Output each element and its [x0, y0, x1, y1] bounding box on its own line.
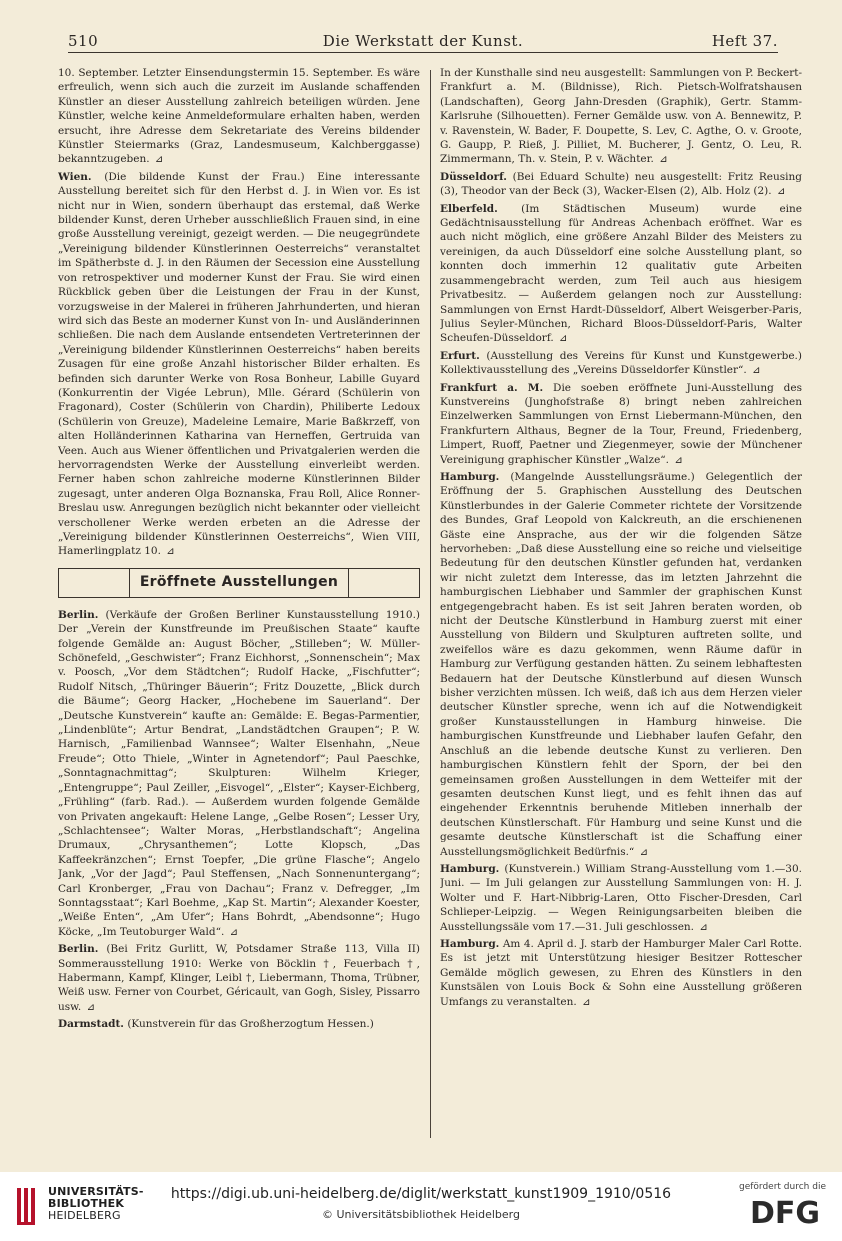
end-mark-icon: ⊿	[229, 926, 239, 938]
end-mark-icon: ⊿	[639, 846, 649, 858]
end-mark-icon: ⊿	[166, 546, 175, 558]
entry-text: (Mangelnde Ausstellungsräume.) Gelegentlich der Eröffnung der 5. Graphischen Ausstellung des Deutschen Künstlerbundes in der Galerie Commeter richtete der Vorsitzende des Bundes, Graf Leopold von Kalckreuth, an die erschienenen Gäste eine Ansprache, aus der wir die folgenden Sätze hervorheben: „Daß diese Ausstellung eine so reiche und vielseitige Bedeutung für den deutschen Künstler gefunden hat, verdanken wir nicht zuletzt dem Interesse, das im letzten Jahrzehnt die hamburgischen Liebhaber und Sammler der graphischen Kunst entgegengebracht haben. Es ist seit Jahren beraten worden, ob nicht der Deutsche Künstlerbund in Hamburg zuerst mit einer Ausstellung von Bildern und Skulpturen auftreten sollte, und zweifellos wäre es dazu gekommen, wenn Räume dafür in Hamburg zur Verfügung gestanden hätten. Zu seinem lebhaftesten Bedauern hat der Deutsche Künstlerbund auf diesen Wunsch bisher verzichten müssen. Ich weiß, daß ich aus dem Herzen vieler deutscher Künstler spreche, wenn ich auf die Notwendigkeit großer Kunstausstellungen in Hamburg hinweise. Die hamburgischen Kunstfreunde und Liebhaber laufen Gefahr, den Anschluß an die lebende deutsche Kunst zu verlieren. Den hamburgischen Künstlern fehlt der Sporn, der bei den gemeinsamen großen Ausstellungen in dem Wetteifer mit der gesamten deutschen Kunst liegt, und es fehlt ihnen das auf eingehender Erkenntnis beruhende Mitleben innerhalb der deutschen Künstlerschaft. Für Hamburg und seine Kunst und die gesamte deutsche Künstlerschaft ist die Schaffung einer Ausstellungsmöglichkeit Bedürfnis.“	[440, 470, 802, 858]
end-mark-icon: ⊿	[659, 154, 668, 166]
page-number: 510	[68, 32, 99, 50]
entry-text: (Kunstverein.) William Strang-Ausstellung vom 1.—30. Juni. — Im Juli gelangen zur Ausstellung Sammlungen von: H. J. Wolter und F. Hart-Nibbrig-Laren, Otto Fischer-Dresden, Carl Schlieper-Leipzig. — Wegen Reinigungsarbeiten bleiben die Ausstellungssäle vom 17.—31. Juli geschlossen.	[440, 862, 802, 933]
text-entry	[58, 942, 420, 1015]
entry-text: (Bei Eduard Schulte) neu ausgestellt: Fritz Reusing (3), Theodor van der Beck (3), Wacker-Elsen (2), Alb. Holz (2).	[440, 170, 802, 198]
entry-text: (Im Städtischen Museum) wurde eine Gedächtnisausstellung für Andreas Achenbach eröffnet. War es auch nicht möglich, eine größere Anzahl Bilder des Meisters zu vereinigen, da auch Düsseldorf eine solche Ausstellung plant, so konnten doch immerhin 12 qualitativ gute Arbeiten zusammengebracht werden, zum Teil auch aus hiesigem Privatbesitz. — Außerdem gelangen noch zur Ausstellung: Sammlungen von Ernst Hardt-Düsseldorf, Albert Weisgerber-Paris, Julius Seyler-München, Richard Bloos-Düsseldorf-Paris, Walter Scheufen-Düsseldorf.	[440, 202, 802, 345]
text-entry	[440, 937, 802, 1010]
library-name: UNIVERSITÄTS- BIBLIOTHEK HEIDELBERG	[48, 1185, 144, 1222]
end-mark-icon: ⊿	[559, 333, 568, 345]
entry-text: Am 4. April d. J. starb der Hamburger Maler Carl Rotte. Es ist jetzt mit Unterstützung hiesiger Besitzer Rottescher Gemälde möglich gewesen, zu Ehren des Künstlers in den Kunstsälen von Louis Bock & Sohn eine Ausstellung größeren Umfangs zu veranstalten.	[440, 937, 802, 1008]
entry-text: 10. September. Letzter Einsendungstermin 15. September. Es wäre erfreulich, wenn sich auch die zurzeit im Auslande schaffenden Künstler an dieser Ausstellung zahlreich beteiligen würden. Jene Künstler, welche keine Anmeldeformulare erhalten haben, werden ersucht, ihre Adresse dem Sekretariate des Vereins bildender Künstler Steiermarks (Graz, Landesmuseum, Kalchberggasse) bekanntzugeben.	[58, 67, 420, 166]
end-mark-icon: ⊿	[674, 454, 683, 466]
place-name: Frankfurt a. M.	[440, 381, 544, 394]
journal-title: Die Werkstatt der Kunst.	[322, 32, 524, 50]
end-mark-icon: ⊿	[752, 365, 761, 377]
text-entry	[440, 170, 802, 200]
svg-text:DFG: DFG	[749, 1196, 821, 1228]
section-heading-box	[58, 568, 420, 598]
section-heading: Eröffnete Ausstellungen	[139, 573, 339, 590]
end-mark-icon: ⊿	[582, 996, 591, 1008]
dfg-logo	[746, 1194, 824, 1228]
place-name: Hamburg.	[440, 862, 500, 875]
entry-text: In der Kunsthalle sind neu ausgestellt: Sammlungen von P. Beckert-Frankfurt a. M. (Bildnisse), Rich. Pietsch-Wolfratshausen (Landschaften), Georg Jahn-Dresden (Graphik), Gertr. Stamm-Karlsruhe (Silhouetten). Ferner Gemälde usw. von A. Bennewitz, P. v. Ravenstein, W. Bader, F. Doupette, S. Lev, C. Agthe, O. v. Groote, G. Gaupp, P. Rieß, J. Pilliet, M. Bucherer, J. Gentz, O. Leu, R. Zimmermann, Th. v. Stein, P. v. Wächter.	[440, 67, 802, 166]
funded-by-label: gefördert durch die	[739, 1182, 826, 1192]
place-name: Darmstadt.	[58, 1018, 124, 1031]
left-column-text	[58, 66, 420, 560]
end-mark-icon: ⊿	[699, 921, 708, 933]
place-name: Elberfeld.	[440, 202, 498, 215]
left-column-text-after-heading	[58, 608, 420, 1032]
place-name: Berlin.	[58, 943, 99, 956]
entry-text: (Ausstellung des Vereins für Kunst und Kunstgewerbe.) Kollektivausstellung des „Vereins Düsseldorfer Künstler“.	[440, 349, 802, 377]
left-column	[58, 66, 420, 1146]
end-mark-icon: ⊿	[86, 1001, 95, 1013]
viewer-footer	[0, 1172, 842, 1241]
end-mark-icon: ⊿	[776, 186, 786, 198]
place-name: Erfurt.	[440, 349, 480, 362]
text-entry	[440, 470, 802, 860]
text-entry	[58, 66, 420, 168]
text-entry	[440, 66, 802, 168]
entry-text: Die soeben eröffnete Juni-Ausstellung des Kunstvereins (Junghofstraße 8) bringt neben zahlreichen Einzelwerken Sammlungen von Ernst Liebermann-München, den Frankfurtern Althaus, Begner de la Tour, Freund, Friedenberg, Limpert, Ruoff, Paetner und Ziegenmeyer, sowie der Münchener Vereinigung graphischer Künstler „Walze“.	[440, 381, 802, 466]
text-entry	[440, 381, 802, 468]
text-entry	[440, 862, 802, 935]
text-entry	[58, 170, 420, 560]
right-column-text	[440, 66, 802, 1010]
entry-text: (Die bildende Kunst der Frau.) Eine interessante Ausstellung bereitet sich für den Herbst d. J. in Wien vor. Es ist nicht nur in Wien, sondern überhaupt das erstemal, daß Werke bildender Kunst, deren Urheber ausschließlich Frauen sind, in eine große Ausstellung vereinigt, gezeigt werden. — Die neugegründete „Vereinigung bildender Künstlerinnen Oesterreichs“ veranstaltet im Spätherbste d. J. in den Räumen der Secession eine Ausstellung von retrospektiver und moderner Kunst der Frau. Sie wird einen Rückblick geben über die Leistungen der Frau in der Kunst, vorzugsweise in der Malerei in früheren Jahrhunderten, und hieran wird sich das Beste an moderner Kunst von In- und Ausländerinnen schließen. Die nach dem Auslande entsendeten Vertreterinnen der „Vereinigung bildender Künstlerinnen Oesterreichs“ haben bereits Zusagen für eine große Anzahl historischer Bilder erhalten. Es befinden sich darunter Werke von Rosa Bonheur, Labille Guyard (Konkurrentin der Vigée Lebrun), Mlle. Gérard (Schülerin von Fragonard), Coster (Schülerin von Chardin), Philiberte Ledoux (Schülerin von Greuze), Madeleine Lemaire, Marie Baßkrzeff, von alten Holländerinnen Katharina van Herneffen, Gertruida van Veen. Auch aus Wiener öffentlichen und Privatgalerien werden die hervorragendsten Werke der Ausstellung einverleibt werden. Ferner haben schon zahlreiche moderne Künstlerinnen Bilder zugesagt, unter anderen Olga Boznanska, Frau Roll, Alice Ronner-Breslau usw. Anregungen bezüglich nicht bekannter oder vielleicht verschollener Werke werden erbeten an die Adresse der „Vereinigung bildender Künstlerinnen Oesterreichs“, Wien VIII, Hamerlingplatz 10.	[58, 170, 420, 558]
text-entry	[440, 349, 802, 379]
copyright-notice: © Universitätsbibliothek Heidelberg	[321, 1208, 520, 1221]
text-entry	[58, 1017, 420, 1031]
end-mark-icon: ⊿	[154, 154, 164, 166]
place-name: Hamburg.	[440, 937, 500, 950]
column-divider	[430, 70, 431, 1138]
place-name: Hamburg.	[440, 470, 500, 483]
source-url-link[interactable]: https://digi.ub.uni-heidelberg.de/diglit/werkstatt_kunst1909_1910/0516	[170, 1186, 672, 1202]
entry-text: (Verkäufe der Großen Berliner Kunstausstellung 1910.) Der „Verein der Kunstfreunde im Preußischen Staate“ kaufte folgende Gemälde an: August Böcher, „Stilleben“; W. Müller-Schönefeld, „Geschwister“; Franz Eichhorst, „Sonnenschein“; Max v. Poosch, „Vor dem Städtchen“; Rudolf Hacke, „Fischfutter“; Rudolf Nitsch, „Thüringer Bäuerin“; Fritz Douzette, „Blick durch die Bäume“; Georg Hacker, „Hochebene im Sauerland“. Der „Deutsche Kunstverein“ kaufte an: Gemälde: E. Begas-Parmentier, „Lindenblüte“; Artur Bendrat, „Landstädtchen Graupen“; P. W. Harnisch, „Familienbad Wannsee“; Walter Elsenhahn, „Neue Freude“; Otto Thiele, „Winter in Agnetendorf“; Paul Paeschke, „Sonntagnachmittag“; Skulpturen: Wilhelm Krieger, „Entengruppe“; Paul Zeiller, „Eisvogel“, „Elster“; Kayser-Eichberg, „Frühling“ (farb. Rad.). — Außerdem wurden folgende Gemälde von Privaten angekauft: Helene Lange, „Gelbe Rosen“; Lesser Ury, „Schlachtensee“; Walter Moras, „Herbstlandschaft“; Angelina Drumaux, „Chrysanthemen“; Lotte Klopsch, „Das Kaffeekränzchen“; Ernst Toepfer, „Die grüne Flasche“; Angelo Jank, „Vor der Jagd“; Paul Steffensen, „Nach Sonnenuntergang“; Carl Kronberger, „Frau von Dachau“; Franz v. Defregger, „Im Sonntagsstaat“; Karl Boehme, „Kap St. Martin“; Alexander Koester, „Weiße Enten“, „Am Ufer“; Hans Bohrdt, „Abendsonne“; Hugo Köcke, „Im Teutoburger Wald“.	[58, 608, 420, 938]
issue-number: Heft 37.	[711, 32, 778, 50]
place-name: Berlin.	[58, 608, 99, 621]
entry-text: (Kunstverein für das Großherzogtum Hessen.)	[127, 1018, 374, 1031]
running-head	[68, 24, 778, 53]
text-entry	[58, 608, 420, 940]
right-column	[440, 66, 802, 1146]
entry-text: (Bei Fritz Gurlitt, W, Potsdamer Straße 113, Villa II) Sommerausstellung 1910: Werke von Böcklin †, Feuerbach †, Habermann, Kampf, Klinger, Leibl †, Liebermann, Thoma, Trübner, Weiß usw. Ferner von Courbet, Géricault, van Gogh, Sisley, Pissarro usw.	[58, 943, 420, 1013]
text-entry	[440, 202, 802, 347]
place-name: Wien.	[58, 170, 92, 183]
place-name: Düsseldorf.	[440, 170, 507, 183]
